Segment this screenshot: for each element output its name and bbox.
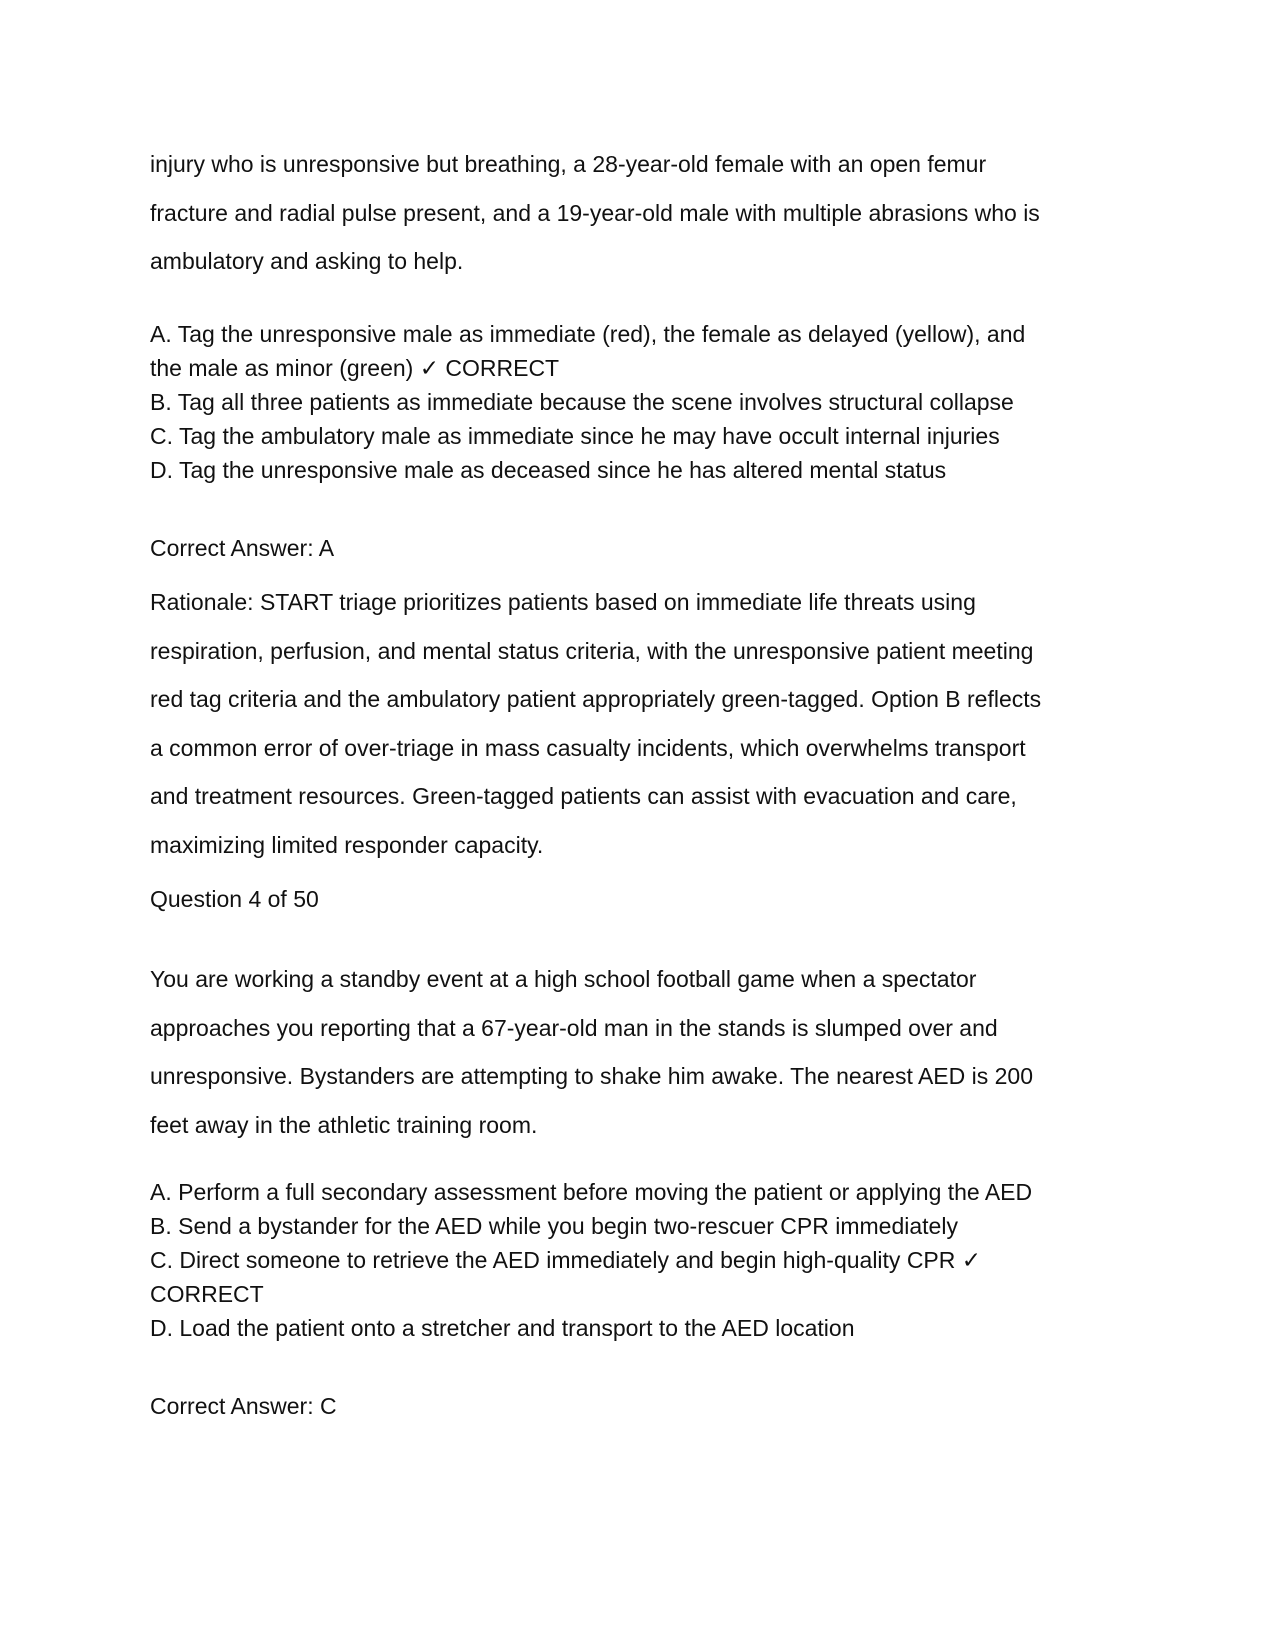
text-line: ambulatory and asking to help.: [150, 248, 464, 274]
question-heading: Question 4 of 50: [150, 886, 319, 912]
question-4-options: [150, 1175, 1130, 1345]
question-3-stem: [150, 140, 1130, 286]
question-4-answer: [150, 1389, 1130, 1423]
correct-answer: Correct Answer: C: [150, 1393, 337, 1419]
correct-answer: Correct Answer: A: [150, 535, 335, 561]
option-c: C. Direct someone to retrieve the AED immediately and begin high-quality CPR ✓: [150, 1247, 982, 1273]
option-a-continued: the male as minor (green) ✓ CORRECT: [150, 355, 560, 381]
option-c-continued: CORRECT: [150, 1281, 264, 1307]
text-line: maximizing limited responder capacity.: [150, 831, 544, 858]
text-line: red tag criteria and the ambulatory patient appropriately green-tagged. Option B reflects: [150, 686, 1042, 712]
option-b: B. Tag all three patients as immediate because the scene involves structural collapse: [150, 389, 1014, 415]
option-d: D. Load the patient onto a stretcher and transport to the AED location: [150, 1315, 855, 1341]
text-line: You are working a standby event at a high school football game when a spectator: [150, 966, 977, 992]
text-line: approaches you reporting that a 67-year-old man in the stands is slumped over and: [150, 1014, 998, 1041]
text-line: respiration, perfusion, and mental status criteria, with the unresponsive patient meeting: [150, 637, 1034, 664]
option-a: A. Perform a full secondary assessment before moving the patient or applying the AED: [150, 1179, 1033, 1205]
question-4-stem: [150, 955, 1130, 1149]
text-line: fracture and radial pulse present, and a 19-year-old male with multiple abrasions who is: [150, 199, 1040, 226]
question-3-options: [150, 317, 1130, 487]
option-d: D. Tag the unresponsive male as deceased since he has altered mental status: [150, 457, 947, 483]
question-3-rationale: [150, 578, 1130, 869]
text-line: unresponsive. Bystanders are attempting to shake him awake. The nearest AED is 200: [150, 1063, 1034, 1089]
option-c: C. Tag the ambulatory male as immediate since he may have occult internal injuries: [150, 423, 1000, 449]
option-a: A. Tag the unresponsive male as immediate (red), the female as delayed (yellow), and: [150, 321, 1026, 347]
text-line: and treatment resources. Green-tagged patients can assist with evacuation and care,: [150, 783, 1017, 809]
text-line: a common error of over-triage in mass casualty incidents, which overwhelms transport: [150, 734, 1026, 761]
option-b: B. Send a bystander for the AED while you begin two-rescuer CPR immediately: [150, 1213, 958, 1239]
question-4-heading: [150, 882, 1130, 916]
text-line: Rationale: START triage prioritizes patients based on immediate life threats using: [150, 589, 976, 615]
question-3-answer: [150, 531, 1130, 565]
text-line: feet away in the athletic training room.: [150, 1111, 538, 1138]
text-line: injury who is unresponsive but breathing, a 28-year-old female with an open femur: [150, 151, 987, 177]
